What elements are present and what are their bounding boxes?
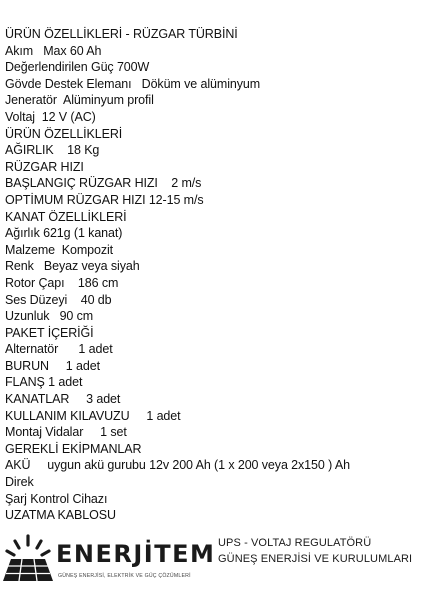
spec-heading-wind-speed: RÜZGAR HIZI xyxy=(5,159,84,174)
spec-line-body-support: Gövde Destek Elemanı Döküm ve alüminyum xyxy=(5,76,261,91)
spec-line-weight: AĞIRLIK 18 Kg xyxy=(5,143,100,158)
spec-line-voltage: Voltaj 12 V (AC) xyxy=(5,109,96,124)
spec-line-rotor-diameter: Rotor Çapı 186 cm xyxy=(5,275,119,290)
footer-line-solar: GÜNEŞ ENERJİSİ VE KURULUMLARI xyxy=(218,553,413,565)
spec-line-flange: FLANŞ 1 adet xyxy=(5,375,83,390)
footer xyxy=(0,522,424,600)
spec-line-blades: KANATLAR 3 adet xyxy=(5,392,121,407)
logo-wordmark: ENERJİTEM xyxy=(56,540,216,568)
footer-services xyxy=(218,535,422,567)
spec-line-current: Akım Max 60 Ah xyxy=(5,43,102,58)
spec-title: ÜRÜN ÖZELLİKLERİ - RÜZGAR TÜRBİNİ xyxy=(5,27,238,41)
spec-heading-package-contents: PAKET İÇERİĞİ xyxy=(5,325,94,340)
spec-line-nose: BURUN 1 adet xyxy=(5,358,100,373)
spec-line-optimum-wind-speed: OPTİMUM RÜZGAR HIZI 12-15 m/s xyxy=(5,192,204,207)
spec-line-material: Malzeme Kompozit xyxy=(5,242,114,257)
spec-line-charge-controller: Şarj Kontrol Cihazı xyxy=(5,491,108,506)
spec-line-blade-weight: Ağırlık 621g (1 kanat) xyxy=(5,226,123,241)
logo-tagline: GÜNEŞ ENERJİSİ, ELEKTRİK VE GÜÇ ÇÖZÜMLERİ xyxy=(58,573,191,579)
spec-list xyxy=(5,26,421,524)
spec-line-rated-power: Değerlendirilen Güç 700W xyxy=(5,60,150,75)
spec-line-color: Renk Beyaz veya siyah xyxy=(5,259,140,274)
spec-line-pole: Direk xyxy=(5,475,34,490)
company-logo xyxy=(2,530,216,590)
spec-line-extension-cable: UZATMA KABLOSU xyxy=(5,508,116,523)
footer-line-ups: UPS - VOLTAJ REGULATÖRÜ xyxy=(218,537,372,549)
spec-line-alternator: Alternatör 1 adet xyxy=(5,342,113,357)
spec-line-noise-level: Ses Düzeyi 40 db xyxy=(5,292,112,307)
spec-line-battery: AKÜ uygun akü gurubu 12v 200 Ah (1 x 200 veya 2x150 ) Ah xyxy=(5,458,350,473)
solar-panel-sun-icon xyxy=(2,530,56,590)
spec-line-start-wind-speed: BAŞLANGIÇ RÜZGAR HIZI 2 m/s xyxy=(5,176,202,191)
spec-heading-product-features: ÜRÜN ÖZELLİKLERİ xyxy=(5,126,123,141)
spec-heading-blade-features: KANAT ÖZELLİKLERİ xyxy=(5,209,127,224)
spec-line-user-manual: KULLANIM KILAVUZU 1 adet xyxy=(5,408,181,423)
spec-line-generator: Jeneratör Alüminyum profil xyxy=(5,93,154,108)
spec-line-length: Uzunluk 90 cm xyxy=(5,309,94,324)
spec-line-mounting-screws: Montaj Vidalar 1 set xyxy=(5,425,127,440)
spec-heading-required-equipment: GEREKLİ EKİPMANLAR xyxy=(5,441,142,456)
